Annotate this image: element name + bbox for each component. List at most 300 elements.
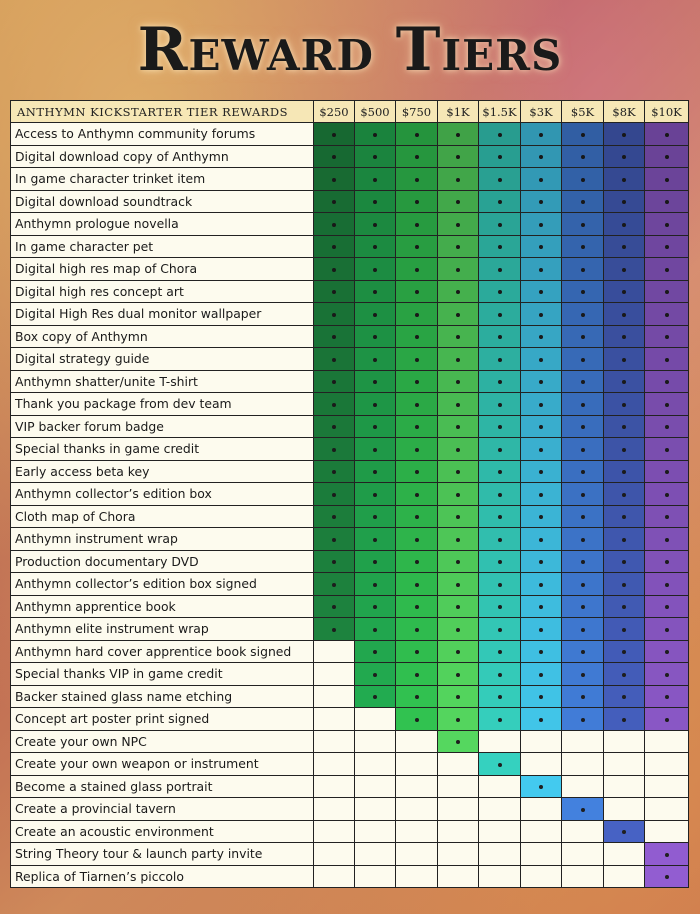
included-dot-icon (665, 515, 669, 519)
included-dot-icon (581, 560, 585, 564)
included-dot-icon (498, 133, 502, 137)
tier-included-cell (396, 213, 438, 236)
table-row (11, 145, 689, 168)
included-dot-icon (539, 673, 543, 677)
tier-included-cell (521, 258, 562, 281)
included-dot-icon (498, 718, 502, 722)
tier-included-cell (355, 190, 396, 213)
included-dot-icon (498, 515, 502, 519)
tier-included-cell (645, 303, 689, 326)
tier-included-cell (645, 505, 689, 528)
included-dot-icon (373, 380, 377, 384)
tier-included-cell (521, 190, 562, 213)
included-dot-icon (415, 560, 419, 564)
tier-included-cell (355, 213, 396, 236)
tier-included-cell (396, 483, 438, 506)
included-dot-icon (373, 605, 377, 609)
tier-empty-cell (479, 798, 521, 821)
tier-included-cell (355, 460, 396, 483)
included-dot-icon (373, 223, 377, 227)
tier-included-cell (479, 393, 521, 416)
tier-empty-cell (521, 820, 562, 843)
included-dot-icon (498, 358, 502, 362)
tier-included-cell (604, 438, 645, 461)
reward-label: Digital download soundtrack (11, 190, 314, 213)
included-dot-icon (415, 290, 419, 294)
included-dot-icon (539, 718, 543, 722)
tier-included-cell (438, 370, 479, 393)
tier-empty-cell (314, 640, 355, 663)
tier-header: $250 (314, 101, 355, 123)
tier-empty-cell (314, 663, 355, 686)
tier-included-cell (355, 393, 396, 416)
included-dot-icon (581, 605, 585, 609)
included-dot-icon (622, 313, 626, 317)
tier-included-cell (604, 303, 645, 326)
tier-included-cell (562, 528, 604, 551)
reward-label: Anthymn elite instrument wrap (11, 618, 314, 641)
tier-included-cell (562, 123, 604, 146)
tier-included-cell (645, 843, 689, 866)
included-dot-icon (622, 380, 626, 384)
included-dot-icon (665, 200, 669, 204)
included-dot-icon (622, 268, 626, 272)
included-dot-icon (415, 155, 419, 159)
included-dot-icon (332, 583, 336, 587)
tier-included-cell (396, 168, 438, 191)
included-dot-icon (415, 133, 419, 137)
tier-included-cell (645, 460, 689, 483)
included-dot-icon (332, 515, 336, 519)
tier-included-cell (562, 303, 604, 326)
included-dot-icon (373, 650, 377, 654)
tier-included-cell (604, 168, 645, 191)
tier-empty-cell (396, 820, 438, 843)
tier-included-cell (604, 325, 645, 348)
tier-included-cell (645, 190, 689, 213)
included-dot-icon (456, 223, 460, 227)
included-dot-icon (373, 178, 377, 182)
included-dot-icon (373, 628, 377, 632)
included-dot-icon (456, 493, 460, 497)
reward-label: Concept art poster print signed (11, 708, 314, 731)
included-dot-icon (665, 853, 669, 857)
tier-empty-cell (645, 753, 689, 776)
included-dot-icon (498, 560, 502, 564)
included-dot-icon (415, 200, 419, 204)
tier-empty-cell (438, 798, 479, 821)
included-dot-icon (456, 178, 460, 182)
tier-included-cell (438, 460, 479, 483)
included-dot-icon (332, 380, 336, 384)
included-dot-icon (665, 628, 669, 632)
tier-included-cell (521, 415, 562, 438)
tier-empty-cell (396, 843, 438, 866)
included-dot-icon (622, 335, 626, 339)
included-dot-icon (498, 425, 502, 429)
tier-included-cell (314, 370, 355, 393)
tier-included-cell (604, 280, 645, 303)
reward-label: Create your own weapon or instrument (11, 753, 314, 776)
included-dot-icon (456, 740, 460, 744)
tier-included-cell (521, 528, 562, 551)
included-dot-icon (539, 335, 543, 339)
included-dot-icon (622, 830, 626, 834)
included-dot-icon (665, 223, 669, 227)
included-dot-icon (415, 335, 419, 339)
included-dot-icon (498, 763, 502, 767)
included-dot-icon (665, 313, 669, 317)
tier-included-cell (396, 145, 438, 168)
tier-included-cell (355, 618, 396, 641)
table-row (11, 685, 689, 708)
included-dot-icon (498, 493, 502, 497)
included-dot-icon (456, 335, 460, 339)
included-dot-icon (498, 628, 502, 632)
tier-empty-cell (396, 730, 438, 753)
included-dot-icon (622, 245, 626, 249)
tier-included-cell (396, 393, 438, 416)
tier-included-cell (314, 438, 355, 461)
tier-included-cell (562, 438, 604, 461)
table-row (11, 348, 689, 371)
tier-included-cell (604, 348, 645, 371)
tier-included-cell (521, 325, 562, 348)
included-dot-icon (373, 245, 377, 249)
tier-included-cell (355, 235, 396, 258)
included-dot-icon (539, 245, 543, 249)
tier-header: $3K (521, 101, 562, 123)
table-row (11, 573, 689, 596)
tier-included-cell (355, 640, 396, 663)
included-dot-icon (622, 673, 626, 677)
included-dot-icon (581, 223, 585, 227)
included-dot-icon (456, 628, 460, 632)
reward-label: Special thanks VIP in game credit (11, 663, 314, 686)
tier-included-cell (562, 640, 604, 663)
table-row (11, 618, 689, 641)
table-row (11, 415, 689, 438)
included-dot-icon (332, 178, 336, 182)
included-dot-icon (373, 560, 377, 564)
included-dot-icon (665, 403, 669, 407)
tier-included-cell (355, 415, 396, 438)
reward-label: Production documentary DVD (11, 550, 314, 573)
tier-header: $750 (396, 101, 438, 123)
tier-included-cell (479, 685, 521, 708)
reward-label: Early access beta key (11, 460, 314, 483)
tier-empty-cell (521, 730, 562, 753)
tier-included-cell (314, 168, 355, 191)
included-dot-icon (622, 178, 626, 182)
tier-included-cell (314, 123, 355, 146)
tier-included-cell (396, 573, 438, 596)
included-dot-icon (665, 718, 669, 722)
included-dot-icon (456, 470, 460, 474)
tier-included-cell (604, 393, 645, 416)
tier-included-cell (562, 370, 604, 393)
tier-included-cell (562, 258, 604, 281)
reward-label: Digital high res map of Chora (11, 258, 314, 281)
tier-included-cell (438, 325, 479, 348)
tier-included-cell (562, 483, 604, 506)
included-dot-icon (665, 268, 669, 272)
included-dot-icon (539, 425, 543, 429)
tier-included-cell (396, 280, 438, 303)
included-dot-icon (456, 403, 460, 407)
included-dot-icon (456, 718, 460, 722)
included-dot-icon (373, 268, 377, 272)
tier-included-cell (645, 280, 689, 303)
included-dot-icon (539, 605, 543, 609)
tier-included-cell (479, 460, 521, 483)
tier-included-cell (645, 573, 689, 596)
table-row (11, 595, 689, 618)
tier-included-cell (396, 235, 438, 258)
included-dot-icon (622, 448, 626, 452)
included-dot-icon (415, 245, 419, 249)
included-dot-icon (373, 470, 377, 474)
reward-label: Backer stained glass name etching (11, 685, 314, 708)
tier-empty-cell (355, 708, 396, 731)
included-dot-icon (581, 695, 585, 699)
included-dot-icon (665, 493, 669, 497)
included-dot-icon (456, 358, 460, 362)
reward-label: VIP backer forum badge (11, 415, 314, 438)
included-dot-icon (415, 538, 419, 542)
tier-empty-cell (521, 843, 562, 866)
included-dot-icon (581, 448, 585, 452)
included-dot-icon (373, 358, 377, 362)
tier-included-cell (521, 618, 562, 641)
reward-label: In game character pet (11, 235, 314, 258)
tier-empty-cell (604, 798, 645, 821)
tier-empty-cell (521, 753, 562, 776)
tier-included-cell (355, 573, 396, 596)
table-row (11, 528, 689, 551)
tier-included-cell (562, 618, 604, 641)
included-dot-icon (373, 538, 377, 542)
tier-included-cell (314, 303, 355, 326)
tier-included-cell (521, 550, 562, 573)
included-dot-icon (665, 448, 669, 452)
table-row (11, 730, 689, 753)
tier-included-cell (355, 303, 396, 326)
reward-label: Create an acoustic environment (11, 820, 314, 843)
included-dot-icon (373, 448, 377, 452)
included-dot-icon (622, 425, 626, 429)
included-dot-icon (498, 380, 502, 384)
included-dot-icon (498, 223, 502, 227)
table-row (11, 460, 689, 483)
included-dot-icon (665, 875, 669, 879)
included-dot-icon (665, 290, 669, 294)
tier-included-cell (396, 460, 438, 483)
tier-included-cell (562, 348, 604, 371)
included-dot-icon (581, 290, 585, 294)
included-dot-icon (539, 313, 543, 317)
tier-included-cell (438, 550, 479, 573)
included-dot-icon (622, 605, 626, 609)
tier-empty-cell (355, 775, 396, 798)
included-dot-icon (498, 155, 502, 159)
tier-included-cell (355, 348, 396, 371)
included-dot-icon (498, 695, 502, 699)
tier-included-cell (521, 460, 562, 483)
tier-included-cell (562, 280, 604, 303)
included-dot-icon (332, 403, 336, 407)
included-dot-icon (581, 470, 585, 474)
included-dot-icon (373, 515, 377, 519)
table-row (11, 843, 689, 866)
tier-empty-cell (562, 753, 604, 776)
included-dot-icon (581, 403, 585, 407)
included-dot-icon (456, 560, 460, 564)
tier-included-cell (396, 595, 438, 618)
reward-label: Cloth map of Chora (11, 505, 314, 528)
tier-included-cell (604, 235, 645, 258)
included-dot-icon (539, 583, 543, 587)
reward-label: Anthymn shatter/unite T-shirt (11, 370, 314, 393)
included-dot-icon (498, 673, 502, 677)
included-dot-icon (415, 358, 419, 362)
tier-included-cell (479, 483, 521, 506)
included-dot-icon (539, 448, 543, 452)
included-dot-icon (622, 200, 626, 204)
included-dot-icon (415, 673, 419, 677)
table-header-row (11, 101, 689, 123)
included-dot-icon (332, 290, 336, 294)
tier-included-cell (645, 168, 689, 191)
tier-included-cell (521, 483, 562, 506)
table-row (11, 640, 689, 663)
tier-empty-cell (314, 798, 355, 821)
included-dot-icon (415, 605, 419, 609)
tier-included-cell (604, 708, 645, 731)
tier-included-cell (438, 348, 479, 371)
tier-included-cell (314, 258, 355, 281)
reward-label: Access to Anthymn community forums (11, 123, 314, 146)
tier-included-cell (314, 190, 355, 213)
table-row (11, 438, 689, 461)
included-dot-icon (456, 605, 460, 609)
tier-included-cell (355, 325, 396, 348)
included-dot-icon (332, 628, 336, 632)
included-dot-icon (415, 223, 419, 227)
included-dot-icon (498, 605, 502, 609)
included-dot-icon (539, 290, 543, 294)
included-dot-icon (622, 133, 626, 137)
tier-included-cell (645, 550, 689, 573)
tier-empty-cell (604, 843, 645, 866)
tier-included-cell (438, 415, 479, 438)
tier-included-cell (645, 145, 689, 168)
included-dot-icon (622, 290, 626, 294)
tier-included-cell (645, 865, 689, 888)
tier-empty-cell (314, 708, 355, 731)
tier-empty-cell (521, 865, 562, 888)
included-dot-icon (581, 538, 585, 542)
tier-included-cell (438, 618, 479, 641)
included-dot-icon (415, 268, 419, 272)
included-dot-icon (622, 695, 626, 699)
tier-included-cell (562, 415, 604, 438)
tier-included-cell (562, 708, 604, 731)
included-dot-icon (415, 493, 419, 497)
table-row (11, 708, 689, 731)
tier-included-cell (396, 685, 438, 708)
included-dot-icon (415, 425, 419, 429)
tier-included-cell (562, 685, 604, 708)
included-dot-icon (456, 515, 460, 519)
tier-included-cell (479, 663, 521, 686)
tier-included-cell (521, 235, 562, 258)
table-row (11, 775, 689, 798)
included-dot-icon (373, 290, 377, 294)
included-dot-icon (539, 223, 543, 227)
tier-included-cell (438, 145, 479, 168)
included-dot-icon (665, 560, 669, 564)
tier-included-cell (521, 145, 562, 168)
tier-included-cell (645, 528, 689, 551)
included-dot-icon (581, 808, 585, 812)
included-dot-icon (373, 673, 377, 677)
tier-empty-cell (438, 843, 479, 866)
tier-included-cell (479, 573, 521, 596)
tier-included-cell (604, 550, 645, 573)
tier-included-cell (645, 348, 689, 371)
included-dot-icon (498, 245, 502, 249)
tier-included-cell (355, 145, 396, 168)
tier-included-cell (396, 708, 438, 731)
tier-included-cell (314, 460, 355, 483)
included-dot-icon (415, 583, 419, 587)
tier-empty-cell (645, 820, 689, 843)
tier-included-cell (645, 618, 689, 641)
included-dot-icon (622, 155, 626, 159)
included-dot-icon (415, 650, 419, 654)
table-row (11, 235, 689, 258)
tier-empty-cell (438, 820, 479, 843)
tier-header: $5K (562, 101, 604, 123)
tier-included-cell (438, 258, 479, 281)
included-dot-icon (622, 718, 626, 722)
tier-empty-cell (562, 865, 604, 888)
tier-included-cell (438, 595, 479, 618)
included-dot-icon (622, 358, 626, 362)
tier-included-cell (645, 415, 689, 438)
tier-included-cell (355, 438, 396, 461)
tier-empty-cell (479, 820, 521, 843)
reward-label: Digital download copy of Anthymn (11, 145, 314, 168)
tier-included-cell (562, 393, 604, 416)
reward-label: Box copy of Anthymn (11, 325, 314, 348)
included-dot-icon (539, 538, 543, 542)
tier-included-cell (438, 393, 479, 416)
tier-included-cell (314, 483, 355, 506)
included-dot-icon (332, 493, 336, 497)
tier-empty-cell (438, 753, 479, 776)
included-dot-icon (415, 515, 419, 519)
tier-included-cell (355, 528, 396, 551)
tier-empty-cell (479, 775, 521, 798)
tier-included-cell (479, 438, 521, 461)
tier-included-cell (355, 370, 396, 393)
tier-included-cell (604, 145, 645, 168)
tier-included-cell (314, 145, 355, 168)
reward-label: Anthymn instrument wrap (11, 528, 314, 551)
included-dot-icon (456, 313, 460, 317)
